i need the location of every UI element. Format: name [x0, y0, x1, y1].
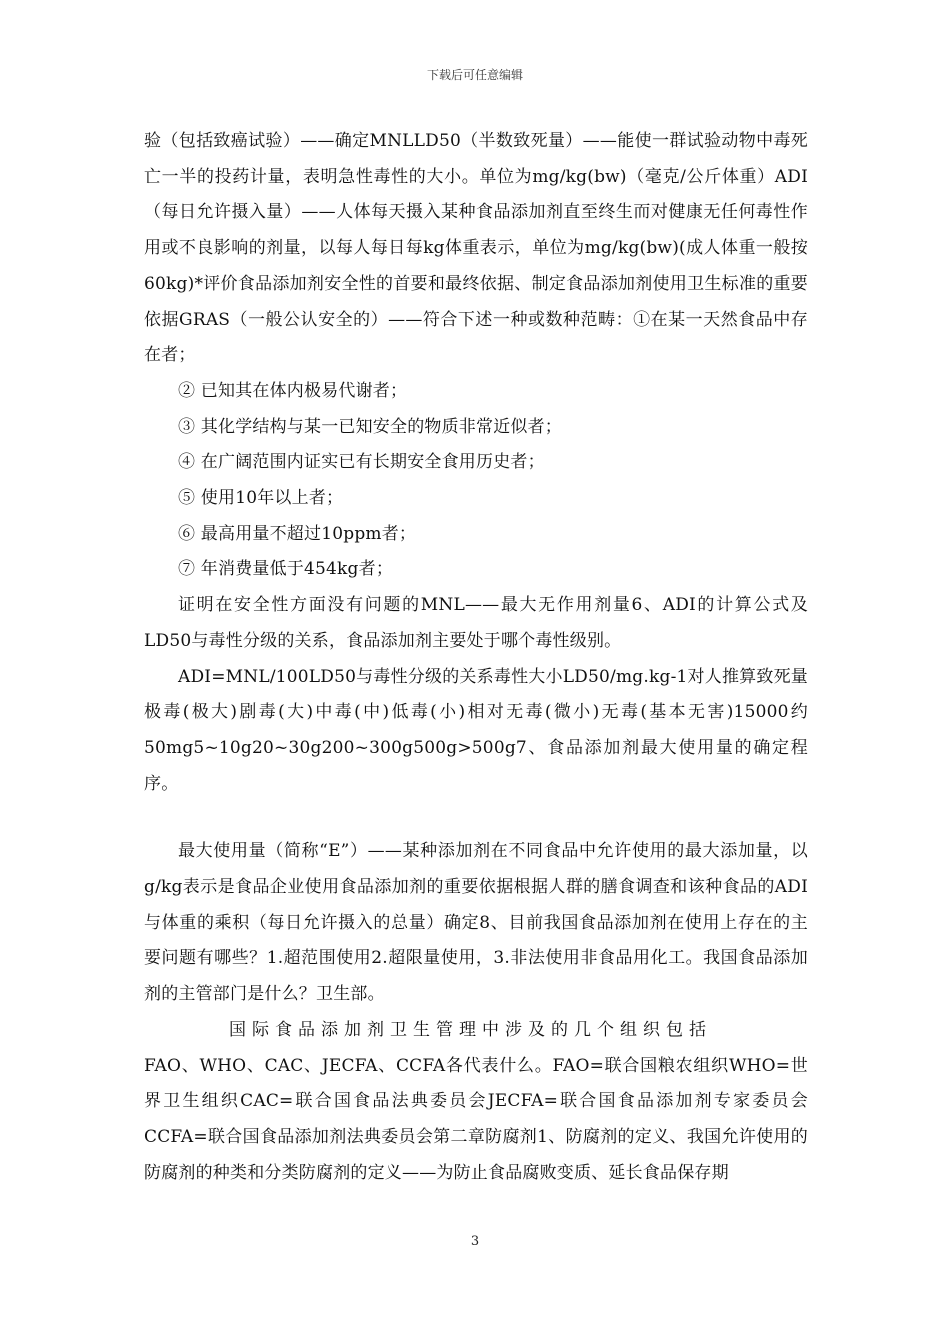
paragraph-mnl: 证明在安全性方面没有问题的MNL——最大无作用剂量6、ADI的计算公式及LD50与毒性分级的关系，食品添加剂主要处于哪个毒性级别。: [144, 595, 808, 651]
list-item-3: ③ 其化学结构与某一已知安全的物质非常近似者；: [178, 416, 563, 437]
paragraph-max-usage: 最大使用量（简称“E”）——某种添加剂在不同食品中允许使用的最大添加量，以g/kg表示是食品企业使用食品添加剂的重要依据根据人群的膳食调查和该种食品的ADI与体重的乘积（每日允许摄入的总量）确定8、目前我国食品添加剂在使用上存在的主要问题有哪些？1.超范围使用2.超限量使用，3.非法使用非食品用化工。我国食品添加剂的主管部门是什么？卫生部。: [144, 841, 808, 1005]
paragraph-adi: ADI=MNL/100LD50与毒性分级的关系毒性大小LD50/mg.kg-1对人推算致死量极毒(极大)剧毒(大)中毒(中)低毒(小)相对无毒(微小)无毒(基本无害)15000约50mg5~10g20~30g200~300g500g>500g7、食品添加剂最大使用量的确定程序。: [144, 666, 808, 794]
list-item-6: ⑥ 最高用量不超过10ppm者；: [178, 523, 417, 544]
page-number: 3: [470, 1234, 480, 1249]
blank-line: [144, 802, 808, 834]
list-item-4: ④ 在广阔范围内证实已有长期安全食用历史者；: [178, 452, 545, 473]
page-header: 下载后可任意编辑: [426, 68, 523, 82]
list-item-2: ② 已知其在体内极易代谢者；: [178, 380, 408, 401]
list-item-5: ⑤ 使用10年以上者；: [178, 488, 344, 509]
list-item-7: ⑦ 年消费量低于454kg者；: [178, 559, 394, 580]
paragraph-orgs-heading: 国际食品添加剂卫生管理中涉及的几个组织包括: [229, 1019, 712, 1040]
document-body: [144, 124, 808, 1191]
paragraph-1: 验（包括致癌试验）——确定MNLLD50（半数致死量）——能使一群试验动物中毒死亡一半的投药计量，表明急性毒性的大小。单位为mg/kg(bw)（毫克/公斤体重）ADI（每日允许摄入量）——人体每天摄入某种食品添加剂直至终生而对健康无任何毒性作用或不良影响的剂量，以每人每日每kg体重表示，单位为mg/kg(bw)(成人体重一般按60kg)*评价食品添加剂安全性的首要和最终依据、制定食品添加剂使用卫生标准的重要依据GRAS（一般公认安全的）——符合下述一种或数种范畴：①在某一天然食品中存在者；: [144, 131, 808, 366]
paragraph-orgs: FAO、WHO、CAC、JECFA、CCFA各代表什么。FAO=联合国粮农组织WHO=世界卫生组织CAC=联合国食品法典委员会JECFA=联合国食品添加剂专家委员会CCFA=联合国食品添加剂法典委员会第二章防腐剂1、防腐剂的定义、我国允许使用的防腐剂的种类和分类防腐剂的定义——为防止食品腐败变质、延长食品保存期: [144, 1055, 808, 1183]
